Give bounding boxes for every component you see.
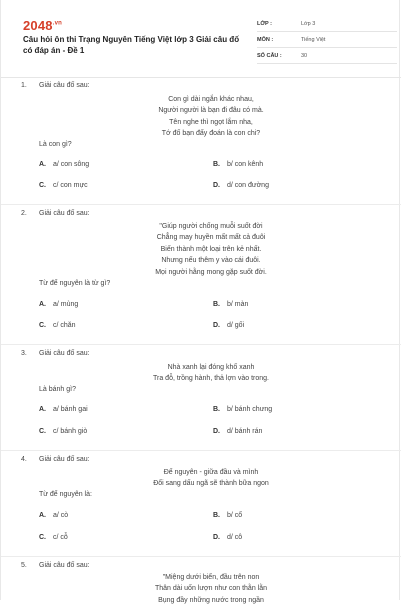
question-header: 5. Giải câu đố sau: — [21, 562, 90, 569]
option-b[interactable]: B. b/ cổ — [213, 512, 243, 519]
question-divider — [1, 344, 401, 345]
header-divider — [1, 77, 401, 78]
option-d[interactable]: D. d/ gối — [213, 322, 245, 329]
option-a[interactable]: A. a/ bánh gai — [39, 406, 88, 413]
site-logo[interactable]: $2048^{.vn}$ — [23, 18, 63, 33]
riddle-text: Con gì dài ngắn khác nhau, Người người là bạn đi đâu có mà. Tên nghe thì ngọt lắm nha, Tớ đố bạn đấy đoán là con chi? — [158, 96, 264, 138]
option-b[interactable]: B. b/ bánh chưng — [213, 406, 273, 413]
document-header — [19, 12, 385, 72]
option-a[interactable]: A. a/ mùng — [39, 301, 79, 308]
option-d[interactable]: D. d/ cô — [213, 534, 243, 541]
question-header: 4. Giải câu đố sau: — [21, 456, 90, 463]
meta-grade: LỚP : Lớp 3 — [257, 18, 397, 32]
option-c[interactable]: C. c/ con mực — [39, 182, 88, 189]
document-title: Câu hỏi ôn thi Trạng Nguyên Tiếng Việt lớp 3 Giải câu đố có đáp án - Đề 1 — [23, 35, 240, 55]
question-header: 2. Giải câu đố sau: — [21, 210, 90, 217]
option-b[interactable]: B. b/ con kênh — [213, 161, 264, 168]
riddle-text: Để nguyên - giữa đầu và mình Đổi sang dấu ngã sẽ thành bữa ngon — [153, 469, 269, 488]
question-ask: Từ để nguyên là: — [39, 491, 92, 498]
meta-subject: MÔN : Tiếng Việt — [257, 34, 397, 48]
option-a[interactable]: A. a/ cò — [39, 512, 69, 519]
question-divider — [1, 450, 401, 451]
option-d[interactable]: D. d/ con đường — [213, 182, 269, 189]
question-divider — [1, 204, 401, 205]
option-c[interactable]: C. c/ chăn — [39, 322, 76, 329]
riddle-text: Nhà xanh lại đóng khố xanh Tra đỗ, trồng hành, thả lợn vào trong. — [152, 364, 269, 383]
option-c[interactable]: C. c/ cỗ — [39, 534, 68, 541]
meta-question-count: SỐ CÂU : 30 — [257, 50, 397, 64]
question-ask: Từ để nguyên là từ gì? — [39, 280, 111, 287]
question-ask: Là bánh gì? — [39, 386, 76, 393]
option-c[interactable]: C. c/ bánh giò — [39, 428, 88, 435]
option-d[interactable]: D. d/ bánh rán — [213, 428, 263, 435]
riddle-text: "Giúp người chống muỗi suốt đời Chẳng may huyền mất mất cả đuôi Biến thành một loại trên kẻ nhất. Nhưng nếu thêm y vào cái đuôi. Mọi người hằng mong gặp suốt đời. — [155, 223, 267, 276]
riddle-text: "Miệng dưới biển, đầu trên non Thân dài uốn lượn như con thằn lằn Bụng đầy những nước trong ngần — [154, 574, 268, 604]
option-b[interactable]: B. b/ màn — [213, 301, 249, 308]
option-a[interactable]: A. a/ con sông — [39, 161, 90, 168]
question-header: 1. Giải câu đố sau: — [21, 82, 90, 89]
question-divider — [1, 556, 401, 557]
question-ask: Là con gì? — [39, 141, 72, 148]
document-meta — [257, 18, 397, 66]
question-header: 3. Giải câu đố sau: — [21, 350, 90, 357]
